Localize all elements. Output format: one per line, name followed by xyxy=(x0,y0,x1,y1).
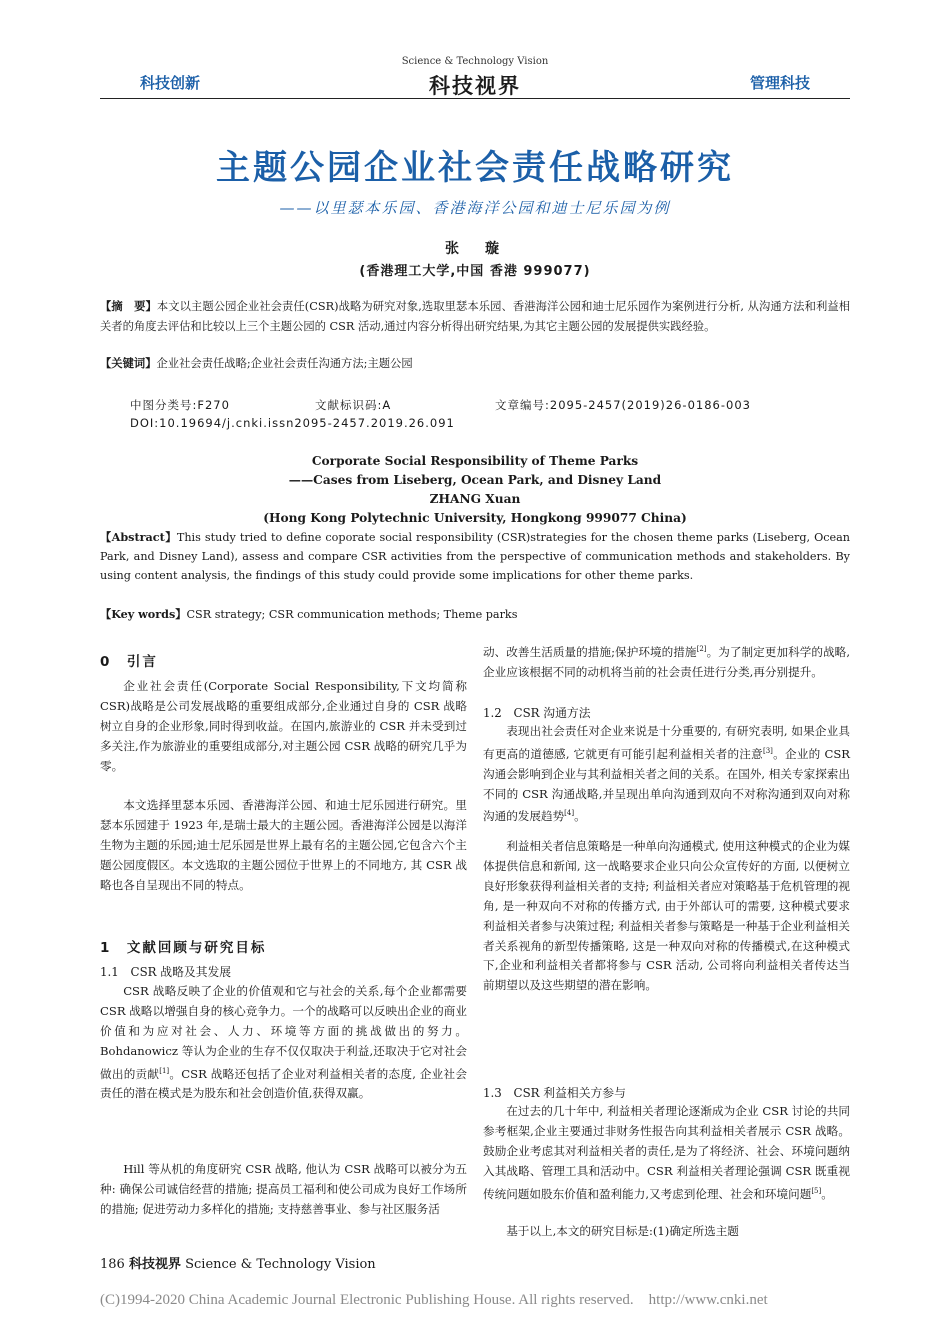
section-label-right: 管理科技 xyxy=(749,74,810,92)
section-0-paragraph-2: 本文选择里瑟本乐园、香港海洋公园、和迪士尼乐园进行研究。里瑟本乐园建于 1923 年,是瑞士最大的主题公园。香港海洋公园是以海洋生物为主题的乐园;迪士尼乐园是世界上最有名的主题公园,它包含六个主题公园度假区。本文选取的主题公园位于世界上的不同地方, 其 CSR 战略也各自呈现出不同的特点。 xyxy=(100,798,468,892)
journal-name-cn: 科技视界 xyxy=(429,73,521,98)
s12-p1-part-a: 表现出社会责任对企业来说是十分重要的, 有研究表明, 如果企业具有更高的道德感, 它就更有可能引起利益相关者的注意 xyxy=(483,724,850,761)
english-subtitle: ——Cases from Liseberg, Ocean Park, and Disney Land xyxy=(288,473,662,487)
section-1-3-paragraph-1 xyxy=(483,1102,850,1204)
s12-p1-part-c: 。 xyxy=(574,809,586,824)
citation-2: [2] xyxy=(696,645,707,653)
section-1-3-paragraph-2: 基于以上,本文的研究目标是:(1)确定所选主题 xyxy=(506,1224,739,1238)
page-number: 186 xyxy=(100,1257,125,1272)
journal-name-en: Science & Technology Vision xyxy=(401,56,549,67)
section-0-paragraph-1: 企业社会责任(Corporate Social Responsibility,下文均简称 CSR)战略是公司发展战略的重要组成部分,企业通过自身的 CSR 战略树立自身的企业形象,同时得到收益。在国内,旅游业的 CSR 并未受到过多关注,作为旅游业的重要组成部分,对主题公园 CSR 战略的研究几乎为零。 xyxy=(100,679,467,773)
abstract-en xyxy=(100,528,850,586)
section-1-heading: 1 文献回顾与研究目标 xyxy=(100,940,267,956)
section-1-2-paragraph-1 xyxy=(483,722,850,827)
abstract-cn xyxy=(100,297,850,336)
doi: DOI:10.19694/j.cnki.issn2095-2457.2019.26.091 xyxy=(130,416,455,430)
section-label-left: 科技创新 xyxy=(140,74,201,92)
abstract-en-label: 【Abstract】 xyxy=(100,530,177,544)
section-1-1-heading: 1.1 CSR 战略及其发展 xyxy=(100,965,232,979)
paper-title: 主题公园企业社会责任战略研究 xyxy=(216,148,734,188)
citation-4: [4] xyxy=(564,809,575,818)
keywords-en-label: 【Key words】 xyxy=(100,607,187,621)
section-1-1-paragraph-1 xyxy=(100,982,467,1104)
footer-journal-en: Science & Technology Vision xyxy=(185,1257,376,1272)
paper-subtitle: ——以里瑟本乐园、香港海洋公园和迪士尼乐园为例 xyxy=(279,199,671,217)
abstract-cn-label: 【摘 要】 xyxy=(100,300,157,313)
page-footer xyxy=(100,1253,376,1272)
copyright-watermark: (C)1994-2020 China Academic Journal Electronic Publishing House. All rights reserved. http://www.cnki.net xyxy=(100,1292,768,1308)
section-0-heading: 0 引言 xyxy=(100,654,158,670)
keywords-cn xyxy=(100,354,850,374)
author-affiliation: (香港理工大学,中国 香港 999077) xyxy=(359,264,591,279)
section-1-2-paragraph-2: 利益相关者信息策略是一种单向沟通模式, 使用这种模式的企业为媒体提供信息和新闻, 这一战略要求企业只向公众宣传好的方面, 以便树立良好形象获得利益相关者的支持; 利益相关者应对策略基于危机管理的视角, 是一种双向不对称的传播方式, 由于外部认可的需要, 这种模式要求利益相关者参与决策过程; 利益相关者参与策略是一种基于企业利益相关者关系视角的新型传播策略, 这是一种双向对称的传播模式,在这种模式下,企业和利益相关者都将参与 CSR 活动, 公司将向利益相关者传达当前期望以及这些期望的潜在影响。 xyxy=(483,839,851,993)
citation-3: [3] xyxy=(762,746,773,755)
abstract-en-text: This study tried to define coporate social responsibility (CSR)strategies for the chosen theme parks (Liseberg, Ocean Park, and Disney Land), assess and compare CSR activities from the perspective of communication methods and stakeholders. By using content analysis, the findings of this study could provide some implications for other theme parks. xyxy=(100,531,851,583)
english-title: Corporate Social Responsibility of Theme Parks xyxy=(311,454,639,468)
clc-number: 中图分类号:F270 xyxy=(130,398,230,412)
r-p0-part-b: 。为了制定更加科学的战略, 企业应该根据不同的动机将当前的社会责任进行分类,再分别提升。 xyxy=(483,644,850,679)
author-name: 张 璇 xyxy=(445,241,505,257)
section-1-2-heading: 1.2 CSR 沟通方法 xyxy=(483,706,591,720)
document-code: 文献标识码:A xyxy=(315,398,392,412)
section-1-1-paragraph-2: Hill 等从机的角度研究 CSR 战略, 他认为 CSR 战略可以被分为五种: 确保公司诚信经营的措施; 提高员工福利和使公司成为良好工作场所的措施; 促进劳动力多样化的措施; 支持慈善事业、参与社区服务活 xyxy=(100,1162,467,1216)
footer-journal-cn: 科技视界 xyxy=(128,1257,181,1272)
keywords-cn-text: 企业社会责任战略;企业社会责任沟通方法;主题公园 xyxy=(156,357,413,370)
s13-p1-part-a: 在过去的几十年中, 利益相关者理论逐渐成为企业 CSR 讨论的共同参考框架,企业主要通过非财务性报告向其利益相关者展示 CSR 战略。鼓励企业考虑其对利益相关者的责任,是为了将经济、社会、环境问题纳入其战略、管理工具和活动中。CSR 利益相关者理论强调 CSR 既重视传统问题如股东价值和盈利能力,又考虑到伦理、社会和环境问题 xyxy=(483,1104,850,1201)
r-p0-part-a: 动、改善生活质量的措施;保护环境的措施 xyxy=(483,644,697,659)
keywords-cn-label: 【关键词】 xyxy=(100,357,157,370)
s12-p1-part-b: 。企业的 CSR 沟通会影响到企业与其利益相关者之间的关系。在国外, 相关专家探索出不同的 CSR 沟通战略,并呈现出单向沟通到双向不对称沟通到双向对称沟通的发展趋势 xyxy=(483,746,850,824)
keywords-en-text: CSR strategy; CSR communication methods; Theme parks xyxy=(186,608,518,621)
english-affiliation: (Hong Kong Polytechnic University, Hongkong 999077 China) xyxy=(263,511,687,525)
english-author: ZHANG Xuan xyxy=(429,492,521,506)
header-divider xyxy=(100,98,850,99)
abstract-cn-text: 本文以主题公园企业社会责任(CSR)战略为研究对象,选取里瑟本乐园、香港海洋公园和迪士尼乐园作为案例进行分析, 从沟通方法和利益相关者的角度去评估和比较以上三个主题公园的 CSR 活动,通过内容分析得出研究结果,为其它主题公园的发展提供实践经验。 xyxy=(100,300,850,333)
citation-5: [5] xyxy=(811,1186,822,1195)
s11-p1-part-b: 。CSR 战略还包括了企业对利益相关者的态度, 企业社会责任的潜在模式是为股东和社会创造价值,获得双赢。 xyxy=(100,1066,467,1101)
s11-p1-part-a: CSR 战略反映了企业的价值观和它与社会的关系,每个企业都需要 CSR 战略以增强自身的核心竞争力。一个的战略可以反映出企业的商业价值和为应对社会、人力、环境等方面的挑战做出的努力。Bohdanowicz 等认为企业的生存不仅仅取决于利益,还取决于它对社会做出的贡献 xyxy=(100,984,467,1081)
article-number: 文章编号:2095-2457(2019)26-0186-003 xyxy=(495,398,751,412)
keywords-en xyxy=(100,606,850,622)
section-1-1-paragraph-2-cont xyxy=(483,640,850,683)
s13-p1-part-b: 。 xyxy=(821,1186,833,1201)
citation-1: [1] xyxy=(159,1066,170,1075)
section-1-3-heading: 1.3 CSR 利益相关方参与 xyxy=(483,1086,626,1100)
